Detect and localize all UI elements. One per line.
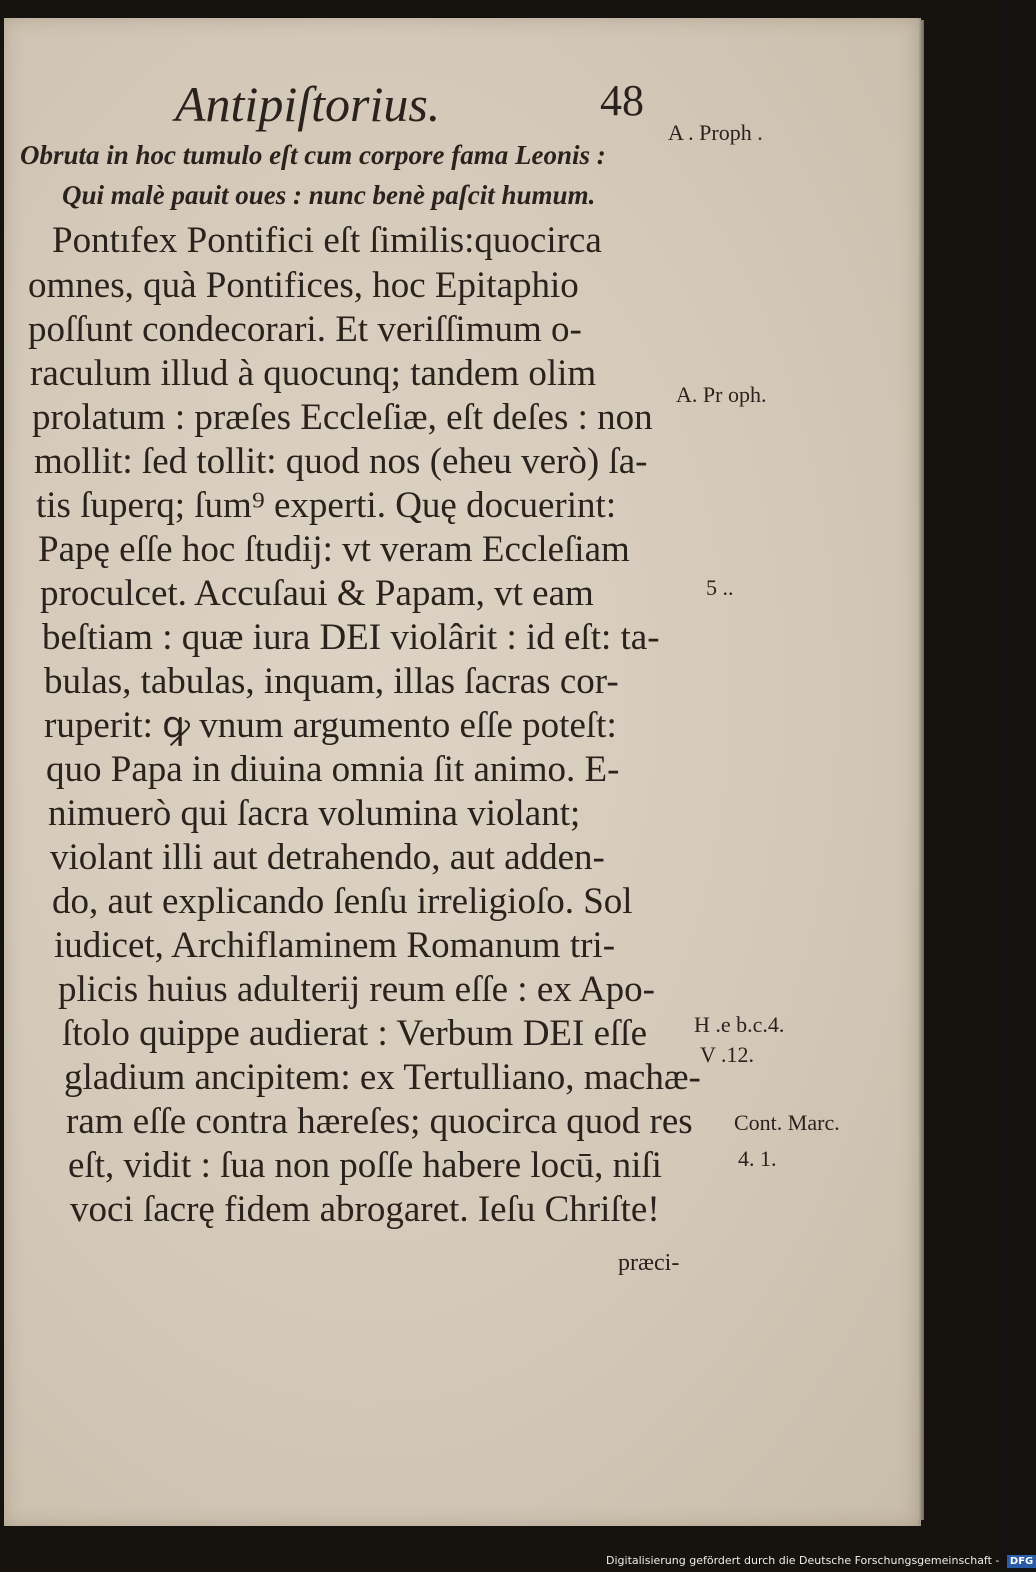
marginal-note: 5 ..: [706, 575, 734, 600]
body-line: Pontıfex Pontifici eſt ſimilis:quocirca: [52, 220, 602, 261]
body-line: quo Papa in diuina omnia ſit animo. E-: [46, 749, 620, 790]
dfg-logo: DFG: [1007, 1555, 1036, 1568]
marginal-note: A. Pr oph.: [676, 382, 767, 407]
body-line: plicis huius adulterij reum eſſe : ex Apo-: [58, 969, 656, 1010]
body-line: raculum illud à quocunq; tandem olim: [30, 353, 597, 394]
body-line: bulas, tabulas, inquam, illas ſacras cor-: [44, 661, 619, 702]
body-line: tis ſuperq; ſum⁹ experti. Quę docuerint:: [36, 485, 617, 526]
page-edge: [918, 20, 924, 1520]
body-line: nimuerò qui ſacra volumina violant;: [48, 793, 581, 834]
body-line: eſt, vidit : ſua non poſſe habere locū, niſi: [68, 1145, 662, 1186]
body-line: omnes, quà Pontifices, hoc Epitaphio: [28, 265, 579, 306]
body-line: gladium ancipitem: ex Tertulliano, machæ-: [64, 1057, 701, 1098]
marginal-note: A . Proph .: [668, 120, 763, 145]
catchword: præci-: [618, 1250, 680, 1276]
body-line: mollit: ſed tollit: quod nos (eheu verò) ſa-: [34, 441, 648, 482]
marginal-note: V .12.: [700, 1042, 754, 1067]
epitaph-verse-line: Qui malè pauit oues : nunc benè paſcit humum.: [62, 180, 596, 210]
body-line: violant illi aut detrahendo, aut adden-: [50, 837, 605, 878]
page-number: 48: [600, 76, 644, 125]
marginal-note: 4. 1.: [738, 1146, 777, 1171]
body-line: proculcet. Accuſaui & Papam, vt eam: [40, 573, 594, 614]
epitaph-verse-line: Obruta in hoc tumulo eſt cum corpore fama Leonis :: [20, 140, 606, 170]
body-line: prolatum : præſes Eccleſiæ, eſt deſes : non: [32, 397, 653, 438]
body-line: poſſunt condecorari. Et veriſſimum o-: [28, 309, 582, 350]
body-line: Papę eſſe hoc ſtudij: vt veram Eccleſiam: [38, 529, 630, 570]
credit-text: Digitalisierung gefördert durch die Deutsche Forschungsgemeinschaft -: [606, 1554, 1000, 1567]
body-line: iudicet, Archiflaminem Romanum tri-: [54, 925, 616, 966]
body-line: voci ſacrę fidem abrogaret. Ieſu Chriſte!: [70, 1189, 660, 1230]
body-line: ſtolo quippe audierat : Verbum DEI eſſe: [62, 1013, 647, 1054]
running-title: Antipiſtorius.: [175, 76, 441, 132]
digitization-credit: [606, 1552, 1034, 1570]
body-line: ruperit: ꝙ vnum argumento eſſe poteſt:: [44, 705, 617, 746]
body-line: beſtiam : quæ iura DEI violârit : id eſt: ta-: [42, 617, 660, 658]
marginal-note: Cont. Marc.: [734, 1110, 840, 1135]
marginal-note: H .e b.c.4.: [694, 1012, 785, 1037]
body-line: do, aut explicando ſenſu irreligioſo. Sol: [52, 881, 633, 922]
body-line: ram eſſe contra hæreſes; quocirca quod res: [66, 1101, 693, 1142]
